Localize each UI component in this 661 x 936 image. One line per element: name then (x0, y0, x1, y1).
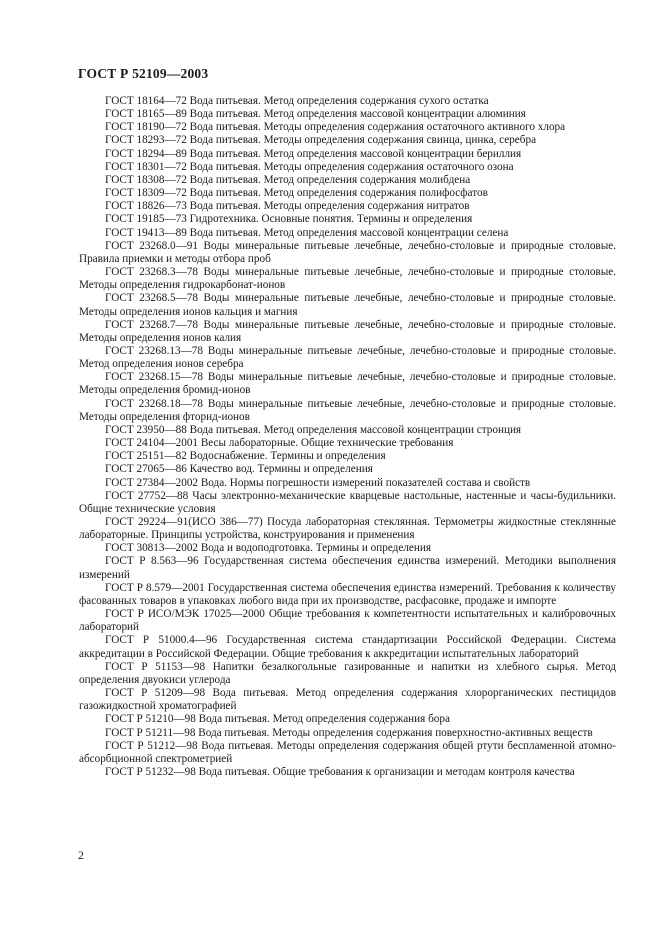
reference-item: ГОСТ Р 51232—98 Вода питьевая. Общие требования к организации и методам контроля качества (105, 765, 575, 778)
reference-item: ГОСТ 18164—72 Вода питьевая. Метод определения содержания сухого остатка (105, 95, 489, 107)
reference-item: ГОСТ 18309—72 Вода питьевая. Метод определения содержания полифосфатов (105, 187, 488, 200)
reference-item: ГОСТ 25151—82 Водоснабжение. Термины и определения (105, 450, 386, 463)
reference-item: ГОСТ 23268.15—78 Воды минеральные питьевые лечебные, лечебно-столовые и природные столовые. Методы определения бромид-ионов (79, 371, 616, 397)
reference-item: ГОСТ 18301—72 Вода питьевая. Методы определения содержания остаточного озона (105, 160, 514, 173)
reference-item: ГОСТ Р ИСО/МЭК 17025—2000 Общие требования к компетентности испытательных и калибровочных лабораторий (79, 608, 616, 634)
normative-references-list (79, 95, 616, 779)
reference-item: ГОСТ 19185—73 Гидротехника. Основные понятия. Термины и определения (105, 213, 473, 226)
reference-item: ГОСТ 18293—72 Вода питьевая. Методы определения содержания свинца, цинка, серебра (105, 134, 537, 147)
reference-item: ГОСТ Р 51000.4—96 Государственная система стандартизации Российской Федерации. Система аккредитации в Российской Федерации. Общие требования к аккредитации испытательных лабораторий (79, 634, 616, 660)
reference-item: ГОСТ 18165—89 Вода питьевая. Метод определения массовой концентрации алюминия (105, 108, 526, 121)
reference-item: ГОСТ Р 8.579—2001 Государственная система обеспечения единства измерений. Требования к количеству фасованных товаров в упаковках любого вида при их производстве, расфасовке, продаже и импорте (79, 581, 616, 607)
reference-item: ГОСТ Р 51209—98 Вода питьевая. Метод определения содержания хлорорганических пестицидов газожидкостной хроматографией (79, 687, 616, 713)
reference-item: ГОСТ 18826—73 Вода питьевая. Методы определения содержания нитратов (105, 200, 470, 213)
page-number: 2 (78, 848, 84, 862)
reference-item: ГОСТ Р 51153—98 Напитки безалкогольные газированные и напитки из хлебного сырья. Метод определения двуокиси углерода (79, 660, 616, 686)
reference-item: ГОСТ 27065—86 Качество вод. Термины и определения (105, 463, 373, 476)
reference-item: ГОСТ Р 51211—98 Вода питьевая. Методы определения содержания поверхностно-активных веществ (105, 726, 593, 739)
reference-item: ГОСТ 24104—2001 Весы лабораторные. Общие технические требования (105, 437, 454, 450)
reference-item: ГОСТ 27384—2002 Вода. Нормы погрешности измерений показателей состава и свойств (105, 476, 531, 489)
reference-item: ГОСТ 23268.13—78 Воды минеральные питьевые лечебные, лечебно-столовые и природные столовые. Метод определения ионов серебра (79, 344, 616, 371)
reference-item: ГОСТ 27752—88 Часы электронно-механические кварцевые настольные, настенные и часы-будильники. Общие технические условия (79, 489, 616, 515)
reference-item: ГОСТ Р 8.563—96 Государственная система обеспечения единства измерений. Методики выполнения измерений (79, 555, 616, 581)
reference-item: ГОСТ 18294—89 Вода питьевая. Метод определения массовой концентрации бериллия (105, 147, 522, 160)
reference-item: ГОСТ 19413—89 Вода питьевая. Метод определения массовой концентрации селена (105, 226, 509, 239)
reference-item: ГОСТ 30813—2002 Вода и водоподготовка. Термины и определения (105, 542, 431, 555)
reference-item: ГОСТ 29224—91(ИСО 386—77) Посуда лабораторная стеклянная. Термометры жидкостные стеклянные лабораторные. Принципы устройства, конструирования и применения (79, 516, 616, 542)
reference-item: ГОСТ Р 51210—98 Вода питьевая. Метод определения содержания бора (105, 713, 450, 726)
reference-item: ГОСТ 23268.7—78 Воды минеральные питьевые лечебные, лечебно-столовые и природные столовые. Методы определения ионов калия (79, 318, 616, 344)
document-header: ГОСТ Р 52109—2003 (78, 66, 209, 81)
reference-item: ГОСТ 23268.3—78 Воды минеральные питьевые лечебные, лечебно-столовые и природные столовые. Методы определения гидрокарбонат-ионов (79, 266, 616, 292)
reference-item: ГОСТ 18308—72 Вода питьевая. Метод определения содержания молибдена (105, 173, 471, 186)
reference-item: ГОСТ Р 51212—98 Вода питьевая. Методы определения содержания общей ртути беспламенной атомно-абсорбционной спектрометрией (79, 739, 616, 765)
reference-item: ГОСТ 23268.5—78 Воды минеральные питьевые лечебные, лечебно-столовые и природные столовые. Методы определения ионов кальция и магния (79, 292, 616, 318)
reference-item: ГОСТ 23268.0—91 Воды минеральные питьевые лечебные, лечебно-столовые и природные столовые. Правила приемки и методы отбора проб (79, 239, 616, 265)
reference-item: ГОСТ 23950—88 Вода питьевая. Метод определения массовой концентрации стронция (105, 423, 522, 436)
reference-item: ГОСТ 23268.18—78 Воды минеральные питьевые лечебные, лечебно-столовые и природные столовые. Методы определения фторид-ионов (79, 397, 616, 423)
reference-item: ГОСТ 18190—72 Вода питьевая. Методы определения содержания остаточного активного хлора (105, 121, 566, 134)
